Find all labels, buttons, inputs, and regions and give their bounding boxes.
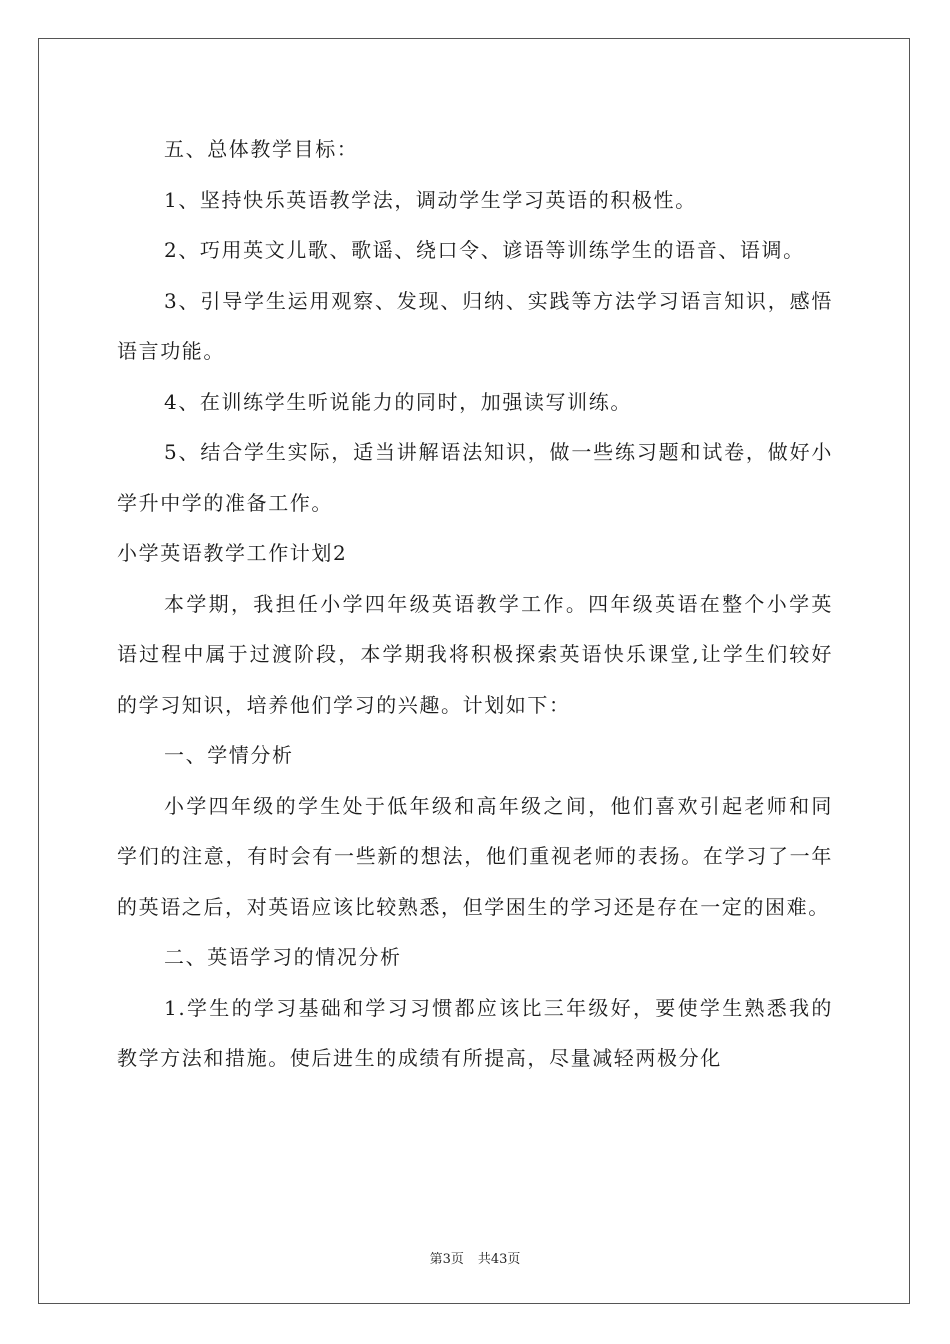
paragraph: 3、引导学生运用观察、发现、归纳、实践等方法学习语言知识，感悟语言功能。	[117, 288, 833, 363]
paragraph: 1、坚持快乐英语教学法，调动学生学习英语的积极性。	[164, 187, 697, 212]
paragraph: 4、在训练学生听说能力的同时，加强读写训练。	[164, 389, 632, 414]
paragraph: 本学期，我担任小学四年级英语教学工作。四年级英语在整个小学英语过程中属于过渡阶段，本学期我将积极探索英语快乐课堂,让学生们较好的学习知识，培养他们学习的兴趣。计划如下：	[117, 591, 833, 717]
paragraph: 5、结合学生实际，适当讲解语法知识，做一些练习题和试卷，做好小学升中学的准备工作。	[117, 440, 833, 515]
page-footer	[0, 1248, 950, 1267]
paragraph: 2、巧用英文儿歌、歌谣、绕口令、谚语等训练学生的语音、语调。	[164, 238, 805, 262]
page-total: 共43页	[477, 1252, 521, 1267]
subheading: 二、英语学习的情况分析	[164, 945, 402, 969]
page-number: 第3页	[429, 1252, 464, 1267]
paragraph: 五、总体教学目标：	[164, 137, 359, 161]
paragraph: 1.学生的学习基础和学习习惯都应该比三年级好，要使学生熟悉我的教学方法和措施。使后进生的成绩有所提高，尽量减轻两极分化	[117, 995, 833, 1070]
section-title: 小学英语教学工作计划2	[117, 541, 348, 565]
subheading: 一、学情分析	[164, 743, 294, 767]
paragraph: 小学四年级的学生处于低年级和高年级之间，他们喜欢引起老师和同学们的注意，有时会有一些新的想法，他们重视老师的表扬。在学习了一年的英语之后，对英语应该比较熟悉，但学困生的学习还是存在一定的困难。	[117, 793, 833, 919]
document-body	[117, 124, 833, 1084]
